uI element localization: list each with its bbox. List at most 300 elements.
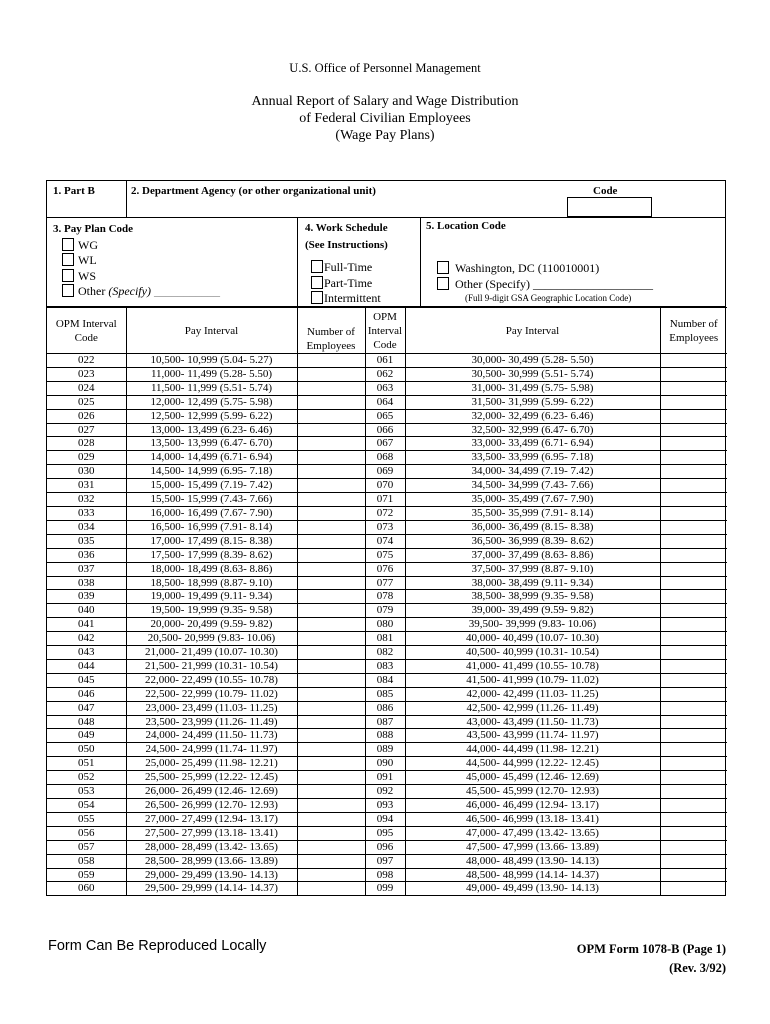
pay-interval: 16,500- 16,999 (7.91- 8.14) (126, 520, 297, 534)
employee-count-input[interactable] (660, 395, 727, 409)
employee-count-input[interactable] (297, 659, 365, 673)
employee-count-input[interactable] (297, 423, 365, 437)
employee-count-input[interactable] (297, 506, 365, 520)
interval-code: 037 (47, 562, 126, 576)
pay-interval-table (47, 307, 727, 895)
pay-interval: 39,500- 39,999 (9.83- 10.06) (405, 618, 660, 632)
employee-count-input[interactable] (297, 479, 365, 493)
pay-interval: 26,500- 26,999 (12.70- 12.93) (126, 799, 297, 813)
checkbox[interactable] (62, 238, 74, 251)
table-row (47, 687, 727, 701)
location-options (437, 260, 653, 292)
interval-code: 094 (365, 812, 405, 826)
pay-interval: 12,500- 12,999 (5.99- 6.22) (126, 409, 297, 423)
employee-count-input[interactable] (660, 451, 727, 465)
interval-code: 055 (47, 812, 126, 826)
employee-count-input[interactable] (660, 771, 727, 785)
employee-count-input[interactable] (660, 729, 727, 743)
pay-interval: 25,000- 25,499 (11.98- 12.21) (126, 757, 297, 771)
employee-count-input[interactable] (297, 493, 365, 507)
interval-code: 064 (365, 395, 405, 409)
interval-code: 036 (47, 548, 126, 562)
employee-count-input[interactable] (297, 451, 365, 465)
employee-count-input[interactable] (660, 757, 727, 771)
interval-code: 030 (47, 465, 126, 479)
table-header-row (47, 308, 727, 354)
pay-interval: 42,500- 42,999 (11.26- 11.49) (405, 701, 660, 715)
interval-code: 053 (47, 785, 126, 799)
employee-count-input[interactable] (297, 785, 365, 799)
pay-plan-section (53, 222, 220, 300)
interval-code: 093 (365, 799, 405, 813)
part-b-label: 1. Part B (53, 185, 95, 197)
checkbox[interactable] (62, 284, 74, 297)
pay-interval: 11,500- 11,999 (5.51- 5.74) (126, 381, 297, 395)
employee-count-input[interactable] (297, 367, 365, 381)
option-label: WL (78, 253, 97, 267)
employee-count-input[interactable] (660, 618, 727, 632)
interval-code: 027 (47, 423, 126, 437)
interval-code: 035 (47, 534, 126, 548)
form-identifier (577, 940, 726, 978)
divider (420, 218, 421, 306)
pay-interval: 33,500- 33,999 (6.95- 7.18) (405, 451, 660, 465)
pay-interval: 41,500- 41,999 (10.79- 11.02) (405, 673, 660, 687)
work-schedule-options (311, 260, 381, 307)
interval-code: 024 (47, 381, 126, 395)
employee-count-input[interactable] (660, 812, 727, 826)
interval-code: 092 (365, 785, 405, 799)
interval-code: 023 (47, 367, 126, 381)
employee-count-input[interactable] (297, 534, 365, 548)
employee-count-input[interactable] (660, 840, 727, 854)
pay-interval: 28,000- 28,499 (13.42- 13.65) (126, 840, 297, 854)
form-row-2 (47, 218, 725, 307)
employee-count-input[interactable] (297, 854, 365, 868)
table-row (47, 493, 727, 507)
interval-code: 049 (47, 729, 126, 743)
employee-count-input[interactable] (660, 868, 727, 882)
pay-interval: 48,000- 48,499 (13.90- 14.13) (405, 854, 660, 868)
pay-interval: 18,500- 18,999 (8.87- 9.10) (126, 576, 297, 590)
pay-interval: 46,000- 46,499 (12.94- 13.17) (405, 799, 660, 813)
employee-count-input[interactable] (660, 354, 727, 368)
table-row (47, 659, 727, 673)
checkbox[interactable] (311, 276, 323, 289)
pay-plan-option-wl[interactable] (53, 253, 220, 269)
interval-code: 073 (365, 520, 405, 534)
table-row (47, 381, 727, 395)
employee-count-input[interactable] (660, 646, 727, 660)
table-row (47, 367, 727, 381)
location-option-washington[interactable] (437, 260, 653, 276)
interval-code: 050 (47, 743, 126, 757)
interval-code: 032 (47, 493, 126, 507)
table-row (47, 423, 727, 437)
option-label: Full-Time (324, 260, 373, 274)
pay-interval: 45,500- 45,999 (12.70- 12.93) (405, 785, 660, 799)
interval-code: 089 (365, 743, 405, 757)
pay-interval: 15,000- 15,499 (7.19- 7.42) (126, 479, 297, 493)
option-label: WG (78, 237, 98, 252)
employee-count-input[interactable] (660, 367, 727, 381)
employee-count-input[interactable] (297, 812, 365, 826)
table-row (47, 812, 727, 826)
pay-interval: 17,500- 17,999 (8.39- 8.62) (126, 548, 297, 562)
pay-interval: 38,000- 38,499 (9.11- 9.34) (405, 576, 660, 590)
table-row (47, 785, 727, 799)
table-row (47, 520, 727, 534)
pay-interval: 28,500- 28,999 (13.66- 13.89) (126, 854, 297, 868)
pay-interval: 17,000- 17,499 (8.15- 8.38) (126, 534, 297, 548)
pay-interval: 24,500- 24,999 (11.74- 11.97) (126, 743, 297, 757)
pay-interval: 24,000- 24,499 (11.50- 11.73) (126, 729, 297, 743)
employee-count-input[interactable] (297, 715, 365, 729)
table-row (47, 465, 727, 479)
interval-code: 079 (365, 604, 405, 618)
table-row (47, 590, 727, 604)
employee-count-input[interactable] (297, 687, 365, 701)
divider (126, 181, 127, 217)
pay-interval: 16,000- 16,499 (7.67- 7.90) (126, 506, 297, 520)
table-row (47, 882, 727, 895)
pay-interval: 18,000- 18,499 (8.63- 8.86) (126, 562, 297, 576)
pay-interval: 38,500- 38,999 (9.35- 9.58) (405, 590, 660, 604)
pay-interval: 43,500- 43,999 (11.74- 11.97) (405, 729, 660, 743)
table-row (47, 506, 727, 520)
employee-count-input[interactable] (660, 715, 727, 729)
pay-interval: 19,500- 19,999 (9.35- 9.58) (126, 604, 297, 618)
pay-interval: 44,000- 44,499 (11.98- 12.21) (405, 743, 660, 757)
interval-code: 025 (47, 395, 126, 409)
form-row-1 (47, 181, 725, 218)
pay-interval: 11,000- 11,499 (5.28- 5.50) (126, 367, 297, 381)
table-row (47, 799, 727, 813)
form-title (0, 93, 770, 144)
employee-count-input[interactable] (660, 701, 727, 715)
employee-count-input[interactable] (660, 423, 727, 437)
employee-count-input[interactable] (660, 409, 727, 423)
interval-code: 038 (47, 576, 126, 590)
interval-code: 074 (365, 534, 405, 548)
pay-interval: 10,500- 10,999 (5.04- 5.27) (126, 354, 297, 368)
employee-count-input[interactable] (660, 799, 727, 813)
employee-count-input[interactable] (297, 743, 365, 757)
table-row (47, 618, 727, 632)
employee-count-input[interactable] (660, 785, 727, 799)
interval-code: 090 (365, 757, 405, 771)
interval-code: 047 (47, 701, 126, 715)
option-label: Intermittent (324, 291, 381, 305)
pay-interval: 36,500- 36,999 (8.39- 8.62) (405, 534, 660, 548)
interval-code: 048 (47, 715, 126, 729)
work-schedule-option-part-time[interactable] (311, 276, 381, 292)
pay-interval: 12,000- 12,499 (5.75- 5.98) (126, 395, 297, 409)
interval-code: 080 (365, 618, 405, 632)
pay-plan-option-other[interactable] (53, 284, 220, 300)
pay-interval: 23,500- 23,999 (11.26- 11.49) (126, 715, 297, 729)
work-schedule-sublabel: (See Instructions) (305, 239, 388, 251)
pay-interval: 27,000- 27,499 (12.94- 13.17) (126, 812, 297, 826)
employee-count-input[interactable] (660, 465, 727, 479)
employee-count-input[interactable] (297, 548, 365, 562)
employee-count-input[interactable] (660, 882, 727, 895)
employee-count-input[interactable] (297, 520, 365, 534)
title-line: (Wage Pay Plans) (335, 128, 435, 143)
pay-plan-label: 3. Pay Plan Code (53, 223, 134, 235)
interval-code: 040 (47, 604, 126, 618)
table-row (47, 771, 727, 785)
pay-interval: 31,000- 31,499 (5.75- 5.98) (405, 381, 660, 395)
table-row (47, 840, 727, 854)
employee-count-input[interactable] (660, 506, 727, 520)
interval-code: 058 (47, 854, 126, 868)
interval-code: 071 (365, 493, 405, 507)
checkbox[interactable] (437, 277, 449, 290)
pay-interval: 42,000- 42,499 (11.03- 11.25) (405, 687, 660, 701)
column-header: Number of Employees (297, 308, 365, 354)
employee-count-input[interactable] (297, 701, 365, 715)
pay-interval: 35,500- 35,999 (7.91- 8.14) (405, 506, 660, 520)
interval-code: 070 (365, 479, 405, 493)
table-row (47, 548, 727, 562)
employee-count-input[interactable] (660, 493, 727, 507)
interval-code: 044 (47, 659, 126, 673)
interval-code: 042 (47, 632, 126, 646)
pay-interval: 31,500- 31,999 (5.99- 6.22) (405, 395, 660, 409)
employee-count-input[interactable] (297, 868, 365, 882)
employee-count-input[interactable] (297, 604, 365, 618)
employee-count-input[interactable] (297, 409, 365, 423)
interval-code: 068 (365, 451, 405, 465)
employee-count-input[interactable] (297, 729, 365, 743)
location-option-other[interactable] (437, 276, 653, 292)
employee-count-input[interactable] (660, 632, 727, 646)
interval-code: 091 (365, 771, 405, 785)
column-header: Pay Interval (126, 308, 297, 354)
agency-code-input[interactable] (567, 197, 652, 217)
pay-interval: 43,000- 43,499 (11.50- 11.73) (405, 715, 660, 729)
table-row (47, 729, 727, 743)
column-header: Pay Interval (405, 308, 660, 354)
employee-count-input[interactable] (297, 673, 365, 687)
employee-count-input[interactable] (660, 562, 727, 576)
pay-interval: 30,000- 30,499 (5.28- 5.50) (405, 354, 660, 368)
table-row (47, 868, 727, 882)
interval-code: 075 (365, 548, 405, 562)
option-label: Part-Time (324, 275, 373, 290)
pay-plan-option-wg[interactable] (53, 238, 220, 254)
employee-count-input[interactable] (660, 534, 727, 548)
table-row (47, 576, 727, 590)
specify-hint: (Specify) (108, 284, 151, 298)
table-row (47, 437, 727, 451)
checkbox[interactable] (437, 261, 449, 274)
interval-code: 034 (47, 520, 126, 534)
interval-code: 033 (47, 506, 126, 520)
table-row (47, 673, 727, 687)
employee-count-input[interactable] (660, 520, 727, 534)
interval-code: 088 (365, 729, 405, 743)
interval-code: 077 (365, 576, 405, 590)
divider (297, 218, 298, 306)
interval-code: 096 (365, 840, 405, 854)
interval-code: 065 (365, 409, 405, 423)
pay-interval: 15,500- 15,999 (7.43- 7.66) (126, 493, 297, 507)
interval-code: 060 (47, 882, 126, 895)
table-row (47, 395, 727, 409)
interval-code: 057 (47, 840, 126, 854)
interval-code: 076 (365, 562, 405, 576)
employee-count-input[interactable] (660, 548, 727, 562)
interval-code: 078 (365, 590, 405, 604)
employee-count-input[interactable] (660, 381, 727, 395)
interval-code: 059 (47, 868, 126, 882)
pay-interval: 46,500- 46,999 (13.18- 13.41) (405, 812, 660, 826)
employee-count-input[interactable] (660, 743, 727, 757)
employee-count-input[interactable] (297, 646, 365, 660)
employee-count-input[interactable] (297, 882, 365, 895)
table-row (47, 854, 727, 868)
pay-interval: 27,500- 27,999 (13.18- 13.41) (126, 826, 297, 840)
pay-interval: 30,500- 30,999 (5.51- 5.74) (405, 367, 660, 381)
table-row (47, 354, 727, 368)
employee-count-input[interactable] (297, 757, 365, 771)
employee-count-input[interactable] (660, 590, 727, 604)
pay-interval: 29,000- 29,499 (13.90- 14.13) (126, 868, 297, 882)
form-number: OPM Form 1078-B (Page 1) (576, 942, 726, 956)
table-row (47, 826, 727, 840)
work-schedule-label: 4. Work Schedule (305, 222, 388, 234)
interval-code: 081 (365, 632, 405, 646)
work-schedule-option-intermittent[interactable] (311, 291, 381, 307)
employee-count-input[interactable] (660, 659, 727, 673)
table-row (47, 743, 727, 757)
pay-interval: 35,000- 35,499 (7.67- 7.90) (405, 493, 660, 507)
location-code-note: (Full 9-digit GSA Geographic Location Code) (465, 293, 632, 303)
employee-count-input[interactable] (297, 799, 365, 813)
checkbox[interactable] (62, 269, 74, 282)
column-header: OPM Interval Code (47, 308, 126, 354)
column-header: Number of Employees (660, 308, 727, 354)
employee-count-input[interactable] (297, 590, 365, 604)
pay-interval: 25,500- 25,999 (12.22- 12.45) (126, 771, 297, 785)
interval-code: 031 (47, 479, 126, 493)
employee-count-input[interactable] (660, 854, 727, 868)
interval-code: 052 (47, 771, 126, 785)
pay-interval: 13,500- 13,999 (6.47- 6.70) (126, 437, 297, 451)
form-revision: (Rev. 3/92) (669, 961, 726, 975)
employee-count-input[interactable] (660, 826, 727, 840)
column-header: OPM Interval Code (365, 308, 405, 354)
title-line: of Federal Civilian Employees (299, 111, 471, 126)
table-row (47, 479, 727, 493)
employee-count-input[interactable] (660, 673, 727, 687)
reproduce-note: Form Can Be Reproduced Locally (48, 938, 267, 954)
pay-interval: 26,000- 26,499 (12.46- 12.69) (126, 785, 297, 799)
pay-interval: 22,500- 22,999 (10.79- 11.02) (126, 687, 297, 701)
interval-code: 084 (365, 673, 405, 687)
checkbox[interactable] (311, 291, 323, 304)
pay-interval: 20,000- 20,499 (9.59- 9.82) (126, 618, 297, 632)
interval-code: 043 (47, 646, 126, 660)
agency-name: U.S. Office of Personnel Management (289, 61, 481, 75)
employee-count-input[interactable] (297, 826, 365, 840)
table-row (47, 715, 727, 729)
employee-count-input[interactable] (297, 381, 365, 395)
interval-code: 022 (47, 354, 126, 368)
pay-interval: 19,000- 19,499 (9.11- 9.34) (126, 590, 297, 604)
pay-interval: 36,000- 36,499 (8.15- 8.38) (405, 520, 660, 534)
pay-interval: 23,000- 23,499 (11.03- 11.25) (126, 701, 297, 715)
pay-interval: 14,500- 14,999 (6.95- 7.18) (126, 465, 297, 479)
pay-interval: 32,000- 32,499 (6.23- 6.46) (405, 409, 660, 423)
employee-count-input[interactable] (297, 840, 365, 854)
interval-code: 086 (365, 701, 405, 715)
employee-count-input[interactable] (297, 576, 365, 590)
pay-interval: 21,000- 21,499 (10.07- 10.30) (126, 646, 297, 660)
interval-code: 054 (47, 799, 126, 813)
pay-interval: 41,000- 41,499 (10.55- 10.78) (405, 659, 660, 673)
pay-interval: 29,500- 29,999 (14.14- 14.37) (126, 882, 297, 895)
pay-interval: 49,000- 49,499 (13.90- 14.13) (405, 882, 660, 895)
pay-plan-option-ws[interactable] (53, 269, 220, 285)
option-label: WS (78, 268, 96, 283)
employee-count-input[interactable] (297, 395, 365, 409)
table-row (47, 534, 727, 548)
employee-count-input[interactable] (297, 465, 365, 479)
table-row (47, 701, 727, 715)
employee-count-input[interactable] (297, 562, 365, 576)
employee-count-input[interactable] (297, 354, 365, 368)
interval-code: 062 (365, 367, 405, 381)
interval-code: 072 (365, 506, 405, 520)
interval-code: 041 (47, 618, 126, 632)
other-specify-field[interactable]: ___________ (153, 284, 220, 298)
interval-code: 085 (365, 687, 405, 701)
report-form (46, 180, 726, 896)
employee-count-input[interactable] (297, 771, 365, 785)
pay-interval: 32,500- 32,999 (6.47- 6.70) (405, 423, 660, 437)
checkbox[interactable] (62, 253, 74, 266)
employee-count-input[interactable] (660, 479, 727, 493)
checkbox[interactable] (311, 260, 323, 273)
employee-count-input[interactable] (660, 604, 727, 618)
option-label: Other (78, 284, 106, 298)
option-label: Other (Specify) ____________________ (455, 277, 653, 291)
pay-interval: 40,500- 40,999 (10.31- 10.54) (405, 646, 660, 660)
pay-interval: 20,500- 20,999 (9.83- 10.06) (126, 632, 297, 646)
pay-interval: 37,500- 37,999 (8.87- 9.10) (405, 562, 660, 576)
interval-code: 099 (365, 882, 405, 895)
pay-interval: 34,500- 34,999 (7.43- 7.66) (405, 479, 660, 493)
interval-code: 051 (47, 757, 126, 771)
work-schedule-option-full-time[interactable] (311, 260, 381, 276)
employee-count-input[interactable] (660, 687, 727, 701)
pay-interval: 44,500- 44,999 (12.22- 12.45) (405, 757, 660, 771)
table-row (47, 646, 727, 660)
employee-count-input[interactable] (297, 632, 365, 646)
pay-interval: 34,000- 34,499 (7.19- 7.42) (405, 465, 660, 479)
employee-count-input[interactable] (660, 576, 727, 590)
employee-count-input[interactable] (660, 437, 727, 451)
pay-interval: 45,000- 45,499 (12.46- 12.69) (405, 771, 660, 785)
employee-count-input[interactable] (297, 618, 365, 632)
employee-count-input[interactable] (297, 437, 365, 451)
location-code-label: 5. Location Code (426, 220, 506, 232)
interval-code: 087 (365, 715, 405, 729)
title-line: Annual Report of Salary and Wage Distribution (251, 94, 519, 109)
